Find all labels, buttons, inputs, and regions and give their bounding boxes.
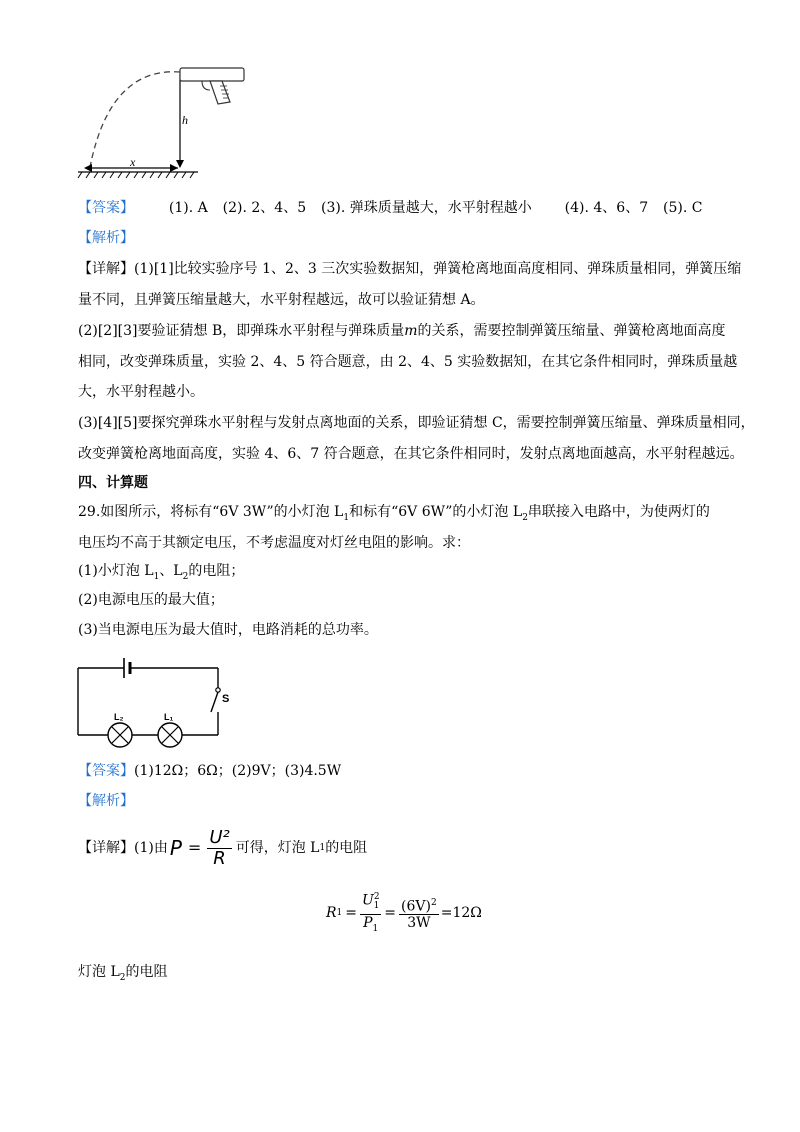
subscript: 2	[182, 571, 189, 582]
denominator: P	[363, 915, 373, 932]
detail-3-line-1: (3)[4][5]要探究弹珠水平射程与发射点离地面的关系，即验证猜想 C，需要控制弹簧压缩量、弹珠质量相同，	[78, 415, 755, 431]
subscript: 2	[119, 972, 126, 983]
q29-line-2: 电压均不高于其额定电压，不考虑温度对灯丝电阻的影响。求：	[78, 535, 470, 551]
detail-3-line-2: 改变弹簧枪离地面高度，实验 4、6、7 符合题意，在其它条件相同时，发射点离地面越高，水平射程越远。	[78, 446, 744, 462]
answer-text: (1)12Ω；6Ω；(2)9V；(3)4.5W	[134, 763, 342, 779]
subscript: 1	[343, 512, 350, 523]
equals-sign: =	[187, 838, 202, 857]
subscript: 1	[373, 901, 380, 912]
denominator: 3W	[407, 915, 431, 932]
lamp-label-l1: L₁	[164, 712, 174, 722]
gun-icon	[180, 68, 244, 104]
subscript: 1	[336, 908, 343, 918]
subscript: 2	[522, 512, 528, 523]
answer-part: (5). C	[663, 200, 703, 216]
detail-text: 【详解】(1)由	[78, 840, 168, 856]
lamp-icon	[158, 723, 182, 747]
circuit-diagram	[70, 648, 245, 750]
x-label: x	[130, 155, 136, 169]
q-text: 、L	[159, 563, 183, 579]
detail-2-line-2: 相同，改变弹珠质量，实验 2、4、5 符合题意，由 2、4、5 实验数据知，在其它条件相同时，弹珠质量越	[78, 354, 738, 370]
answer-tag: 【答案】	[78, 200, 134, 216]
last-line	[78, 964, 167, 986]
numerator: U²	[209, 826, 230, 848]
power-symbol: P	[169, 836, 182, 860]
subscript: 1	[372, 924, 379, 935]
subscript: 1	[319, 843, 326, 853]
h-label: h	[182, 113, 188, 127]
fraction-u1-over-p1	[360, 889, 381, 937]
numerator: (6V)	[401, 898, 431, 915]
formula-r1	[326, 890, 482, 936]
detail-2-intro	[78, 826, 367, 870]
detail-2-line-3: 大，水平射程越小。	[78, 384, 204, 400]
answer-part: (2). 2、4、5	[222, 200, 307, 216]
equals-sign: =	[345, 905, 358, 921]
superscript: 2	[373, 891, 380, 902]
detail-text: 灯泡 L	[78, 964, 120, 980]
detail-text: 的电阻	[325, 840, 368, 856]
analysis-tag-1: 【解析】	[78, 230, 134, 246]
detail-text: (2)[2][3]要验证猜想 B，即弹珠水平射程与弹珠质量	[78, 323, 405, 339]
q-text: 串联接入电路中，为使两灯的	[527, 504, 710, 520]
answer-1	[78, 200, 702, 216]
detail-text: 的电阻	[125, 964, 168, 980]
fraction-6v-over-3w	[399, 895, 439, 932]
section-title: 四、计算题	[78, 475, 148, 491]
detail-1-line-2: 量不同，且弹簧压缩量越大，水平射程越远，故可以验证猜想 A。	[78, 292, 485, 308]
switch-label: S	[222, 693, 230, 705]
q29-line-1	[78, 504, 710, 526]
q-text: 和标有“6V 6W”的小灯泡 L	[349, 504, 523, 520]
numerator: U	[362, 892, 374, 909]
projectile-figure	[70, 62, 250, 182]
superscript: 2	[430, 897, 437, 908]
detail-text: 可得，灯泡 L	[235, 840, 320, 856]
q29-sub-2: (2)电源电压的最大值；	[78, 592, 224, 608]
answer-part: (3). 弹珠质量越大，水平射程越小	[321, 200, 532, 216]
answer-tag: 【答案】	[78, 763, 134, 779]
mass-symbol: m	[404, 323, 418, 339]
q-text: (1)小灯泡 L	[78, 563, 154, 579]
answer-2	[78, 763, 341, 779]
equals-sign: =	[384, 905, 397, 921]
q-text: 的电阻；	[188, 563, 245, 579]
detail-text: 的关系，需要控制弹簧压缩量、弹簧枪离地面高度	[417, 323, 726, 339]
lamp-label-l2: L₂	[114, 712, 124, 722]
switch-icon	[211, 692, 218, 712]
trajectory-curve	[90, 72, 180, 167]
lamp-icon	[108, 723, 132, 747]
fraction-u2-over-r	[207, 828, 231, 869]
q29-sub-3: (3)当电源电压为最大值时，电路消耗的总功率。	[78, 622, 378, 638]
denominator: R	[213, 847, 226, 869]
detail-2-line-1	[78, 323, 726, 339]
subscript: 1	[153, 571, 160, 582]
formula-symbol: R	[326, 905, 337, 921]
q29-sub-1	[78, 563, 244, 585]
q-text: 29.如图所示，将标有“6V 3W”的小灯泡 L	[78, 504, 344, 520]
formula-result: =12Ω	[440, 905, 482, 921]
detail-1-line-1: 【详解】(1)[1]比较实验序号 1、2、3 三次实验数据知，弹簧枪离地面高度相同、弹珠质量相同，弹簧压缩	[78, 261, 742, 277]
analysis-tag-2: 【解析】	[78, 793, 134, 809]
answer-part: (1). A	[168, 200, 208, 216]
answer-part: (4). 4、6、7	[564, 200, 649, 216]
